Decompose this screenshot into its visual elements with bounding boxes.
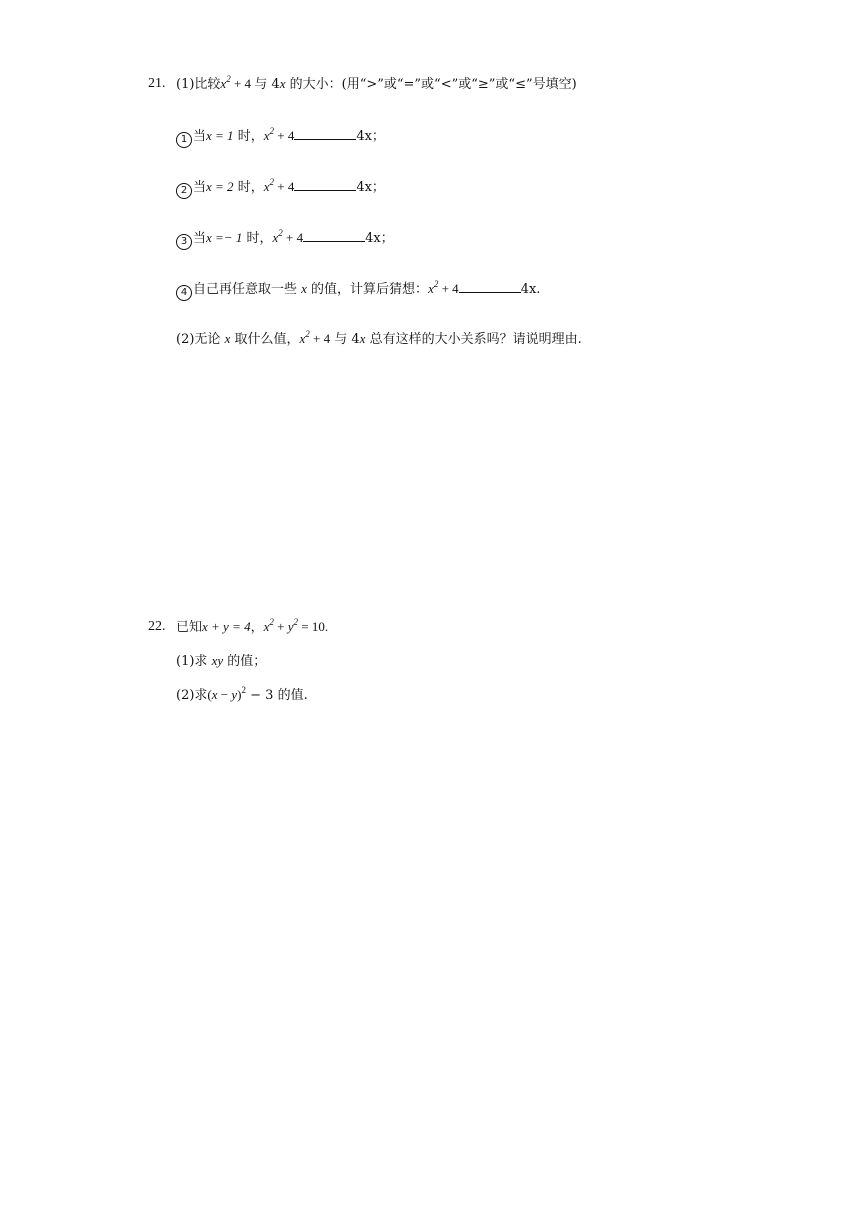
q22-part2: (2)求$(x - y)^2 - 3$ 的值. [176,685,308,703]
q22-part2-tail: − 3 的值. [246,688,308,703]
q22-part1-end: 的值； [223,654,267,669]
q21-item-4: 4 自己再任意取一些 x 的值，计算后猜想：$x^2 + 4$ 4x. [176,279,540,301]
q22-stem-prefix: 已知 [176,620,203,635]
q21-item-3: 3 当x =− 1 时，$x^2 + 4$ 4x； [176,228,394,250]
expr-x-squared: $x^2$ [220,74,231,91]
q22-part1 [176,652,266,671]
item-tail: 4x； [356,180,385,195]
item-tail: 4x； [365,231,394,246]
q22-part1-prefix: (1)求 [176,654,212,669]
circled-number-2: 2 [176,183,192,199]
condition: x =− 1 [206,230,243,245]
q22-equation-1: x + y = 4 [202,619,251,634]
condition: x = 2 [206,179,234,194]
q21-part2-mid2: 与 4 [330,332,360,347]
q22-part2-prefix: (2)求 [176,688,208,703]
q21-part2-prefix: (2)无论 [176,332,225,347]
question-number-21: 21. [148,76,166,91]
item-suffix: 时， [233,180,264,195]
item-prefix: 当 [193,180,207,195]
q22-part1-var: xy [211,653,224,668]
item-prefix: 当 [193,231,207,246]
q21-part2-text: (2)无论 x 取什么值，$x^2 + 4$ 与 4x 总有这样的大小关系吗？请说明理由. [176,329,582,347]
q22-separator: ， [250,620,264,635]
q21-item-1: 1 当x = 1 时，$x^2 + 4$ 4x； [176,126,385,148]
item-suffix: 的值，计算后猜想： [306,282,429,297]
q22-stem: 已知x + y = 4，$x^2 + y^2 = 10$. [176,617,329,635]
q21-item-2: 2 当x = 2 时，$x^2 + 4$ 4x； [176,177,385,199]
item-prefix: 当 [193,129,207,144]
answer-blank[interactable] [294,126,356,140]
q21-part2-end: 总有这样的大小关系吗？请说明理由. [365,332,582,347]
q21-part1-text: (1)比较$x^2 + 4$ 与 4x 的大小：(用“>”或“=”或“<”或“≥”或“≤”号填空) [176,74,577,92]
circled-number-3: 3 [176,234,192,250]
q21-part2-middle: 取什么值， [230,332,300,347]
condition: x = 1 [206,128,234,143]
item-suffix: 时， [242,231,273,246]
answer-blank[interactable] [294,177,356,191]
item-tail: 4x. [520,282,541,297]
answer-blank[interactable] [459,279,521,293]
answer-blank[interactable] [303,228,365,242]
circled-number-1: 1 [176,132,192,148]
q21-part1-middle2: 的大小：(用“>”或“=”或“<”或“≥”或“≤”号填空) [285,77,577,92]
q22-equation-2-tail: = 10. [298,619,329,634]
circled-number-4: 4 [176,285,192,301]
variable-x: x [301,281,307,296]
question-number-22: 22. [148,619,166,634]
q21-part1-prefix: (1)比较 [176,77,221,92]
item-prefix: 自己再任意取一些 [193,282,302,297]
q21-part1-middle1: 与 4 [254,77,280,92]
item-suffix: 时， [233,129,264,144]
item-tail: 4x； [356,129,385,144]
